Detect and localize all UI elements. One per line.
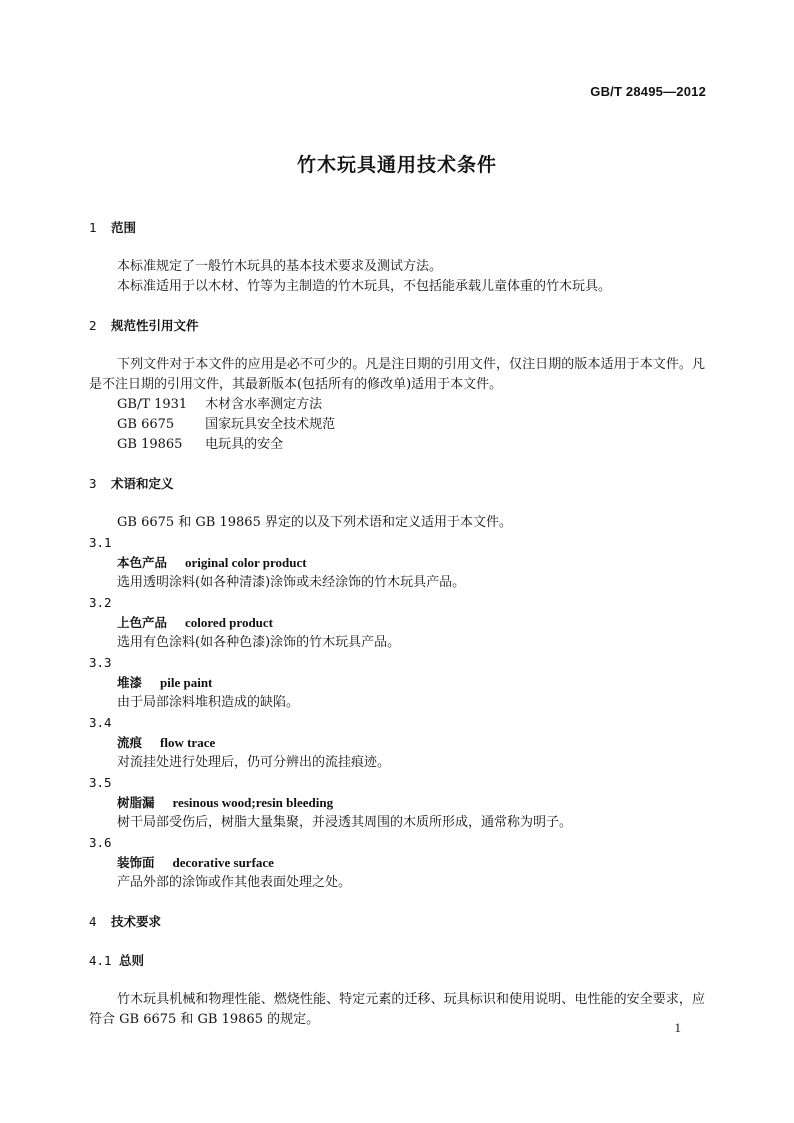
term-definition: 树干局部受伤后，树脂大量集聚，并浸透其周围的木质所形成，通常称为明子。 [117, 815, 573, 830]
term-title: 本色产品 original color product [117, 555, 307, 570]
document-body [89, 218, 705, 1030]
reference-item: GB/T 1931 木材含水率测定方法 [117, 397, 323, 412]
section-1-paragraph: 本标准适用于以木材、竹等为主制造的竹木玩具，不包括能承载儿童体重的竹木玩具。 [117, 279, 612, 294]
term-title: 流痕 flow trace [117, 735, 216, 750]
term-definition: 对流挂处进行处理后，仍可分辨出的流挂痕迹。 [117, 755, 391, 770]
document-title: 竹木玩具通用技术条件 [296, 154, 497, 176]
term-number: 3.2 [89, 595, 112, 610]
term-number: 3.1 [89, 535, 112, 550]
term-number: 3.4 [89, 715, 112, 730]
reference-item: GB 6675 国家玩具安全技术规范 [117, 417, 336, 432]
section-3-intro: GB 6675 和 GB 19865 界定的以及下列术语和定义适用于本文件。 [117, 515, 512, 530]
page-number: 1 [674, 1020, 681, 1035]
term-number: 3.3 [89, 655, 112, 670]
term-definition: 选用有色涂料(如各种色漆)涂饰的竹木玩具产品。 [117, 635, 401, 650]
term-title: 树脂漏 resinous wood;resin bleeding [117, 795, 334, 810]
section-2-intro: 下列文件对于本文件的应用是必不可少的。凡是注日期的引用文件，仅注日期的版本适用于本文件。凡是不注日期的引用文件，其最新版本(包括所有的修改单)适用于本文件。 [89, 357, 705, 392]
reference-item: GB 19865 电玩具的安全 [117, 437, 284, 452]
subsection-4-1-text: 竹木玩具机械和物理性能、燃烧性能、特定元素的迁移、玩具标识和使用说明、电性能的安全要求，应符合 GB 6675 和 GB 19865 的规定。 [89, 992, 705, 1027]
term-definition: 由于局部涂料堆积造成的缺陷。 [117, 695, 300, 710]
term-definition: 产品外部的涂饰或作其他表面处理之处。 [117, 875, 352, 890]
term-definition: 选用透明涂料(如各种清漆)涂饰或未经涂饰的竹木玩具产品。 [117, 575, 466, 590]
section-1-heading: 1 范围 [89, 220, 137, 235]
term-title: 堆漆 pile paint [117, 675, 213, 690]
term-title: 装饰面 decorative surface [117, 855, 274, 870]
section-4-heading: 4 技术要求 [89, 914, 162, 929]
section-3-heading: 3 术语和定义 [89, 476, 174, 491]
subsection-4-1-heading: 4.1 总则 [89, 953, 145, 968]
section-2-heading: 2 规范性引用文件 [89, 318, 199, 333]
term-number: 3.5 [89, 775, 112, 790]
section-1-paragraph: 本标准规定了一般竹木玩具的基本技术要求及测试方法。 [117, 259, 443, 274]
term-title: 上色产品 colored product [117, 615, 274, 630]
standard-number: GB/T 28495—2012 [590, 84, 706, 99]
term-number: 3.6 [89, 835, 112, 850]
